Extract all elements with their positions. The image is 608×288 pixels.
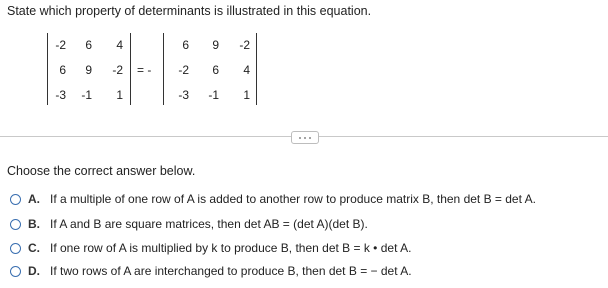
option-letter: A. [28, 192, 40, 206]
left-matrix [47, 33, 131, 105]
option-letter: D. [28, 264, 40, 278]
option-text: If a multiple of one row of A is added to another row to produce matrix B, then det B = det A. [50, 192, 536, 206]
radio-button-icon[interactable] [10, 219, 21, 230]
option-letter: B. [28, 217, 40, 231]
radio-button-icon[interactable] [10, 243, 21, 254]
matrix-cell: 6 [182, 38, 189, 52]
equals-negative-sign: = - [137, 63, 152, 77]
option-letter: C. [28, 241, 40, 255]
matrix-cell: 9 [212, 38, 219, 52]
matrix-cell: -3 [55, 88, 66, 102]
matrix-cell: 6 [85, 38, 92, 52]
radio-button-icon[interactable] [10, 194, 21, 205]
question-text: State which property of determinants is illustrated in this equation. [7, 4, 372, 18]
matrix-cell: -2 [112, 63, 123, 77]
radio-button-icon[interactable] [10, 266, 21, 277]
matrix-cell: -2 [239, 38, 250, 52]
matrix-cell: 4 [116, 38, 123, 52]
option-text: If two rows of A are interchanged to produce B, then det B = − det A. [50, 264, 412, 278]
matrix-cell: -3 [178, 88, 189, 102]
matrix-cell: -2 [178, 63, 189, 77]
dot-icon [304, 137, 306, 139]
option-text: If one row of A is multiplied by k to produce B, then det B = k • det A. [50, 241, 412, 255]
option-b[interactable] [7, 216, 368, 232]
matrix-cell: 6 [212, 63, 219, 77]
option-d[interactable] [7, 263, 412, 279]
matrix-cell: -2 [55, 38, 66, 52]
matrix-cell: 1 [243, 88, 250, 102]
answer-prompt: Choose the correct answer below. [7, 164, 196, 178]
right-matrix [163, 33, 257, 105]
option-text: If A and B are square matrices, then det AB = (det A)(det B). [50, 217, 368, 231]
matrix-cell: -1 [81, 88, 92, 102]
matrix-cell: 6 [59, 63, 66, 77]
option-a[interactable] [7, 191, 536, 207]
matrix-cell: 9 [85, 63, 92, 77]
matrix-cell: 1 [116, 88, 123, 102]
matrix-cell: 4 [243, 63, 250, 77]
matrix-cell: -1 [208, 88, 219, 102]
option-c[interactable] [7, 240, 411, 256]
dot-icon [299, 137, 301, 139]
dot-icon [309, 137, 311, 139]
more-options-handle[interactable] [291, 131, 319, 144]
